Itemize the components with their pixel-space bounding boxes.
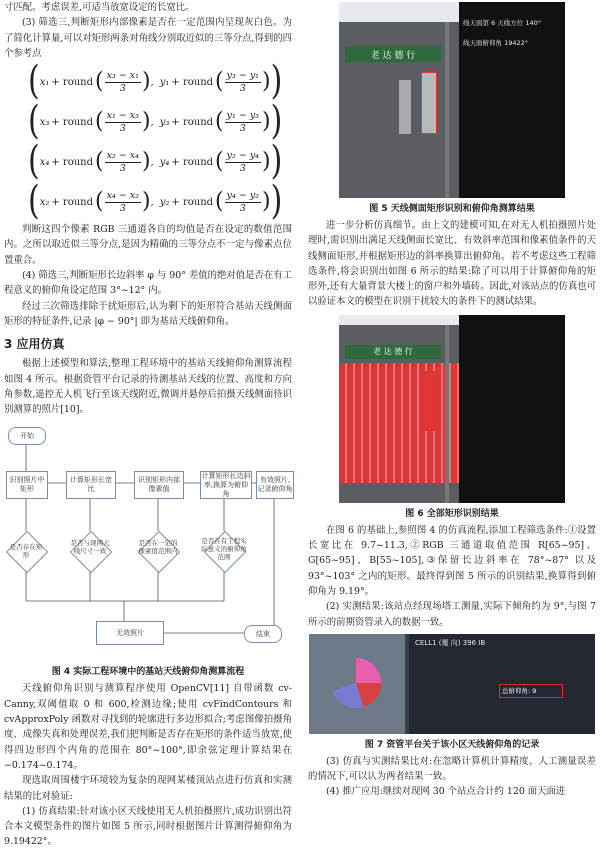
sign-text: 老 达 德 行	[373, 347, 413, 357]
paragraph: 在图 6 的基础上,参照图 4 的仿真流程,添加工程筛选条件:①设置长宽比在 9.7~11.3,②RGB 三通道取值范围 R[65~95]、G[65~95]、B[55~105],③保留长边斜率在 78°~87° 以及 93°~103° 之内的矩形。最终得到图 5 所示的识别结果,换算得到俯仰角为 9.19°。	[308, 524, 596, 597]
operator: + round	[51, 156, 94, 168]
angle-field: 总俯仰角: 9	[499, 684, 563, 698]
flow-start: 开始	[8, 427, 46, 445]
fraction	[105, 190, 141, 215]
fraction	[105, 110, 141, 135]
flow-step-pixels: 识别矩形内部像素值	[134, 471, 184, 499]
comma: ,	[150, 156, 154, 168]
paren: )	[141, 69, 151, 95]
flow-decision-pixel: 是否在一定的像素值范围内	[138, 539, 178, 556]
flow-invalid: 无效照片	[96, 621, 164, 645]
paren: (	[95, 109, 104, 135]
flow-decision-angle: 是否在有工程实际意义的俯仰角范围	[201, 537, 247, 562]
comma: ,	[150, 76, 154, 88]
flow-step-identify: 识别照片中矩形	[6, 471, 48, 499]
left-column	[4, 0, 292, 850]
paren: (	[215, 149, 224, 175]
paragraph: 天线俯仰角识别与测算程序使用 OpenCV[11] 自带函数 cv-Canny,双阈值取 0 和 600,检测边缘;使用 cvFindContours 和 cvApproxPoly 函数对寻找到的轮廓进行多边形拟合;考虑图像拍摄角度、成像失真和处理误差,我们把判断是否存在矩形的条件适当放宽,使得四边形四个内角的范围在 80°~100°,即余弦定理计算结果在 −0.174~0.174。	[4, 683, 292, 771]
flow-decision-rect: 是否存在矩形	[9, 543, 43, 560]
operator: + round	[51, 196, 94, 208]
paren: (	[95, 69, 104, 95]
term: y₄	[159, 156, 170, 168]
denominator: 3	[119, 122, 126, 134]
term: x₃	[39, 116, 50, 128]
panel-header: CELL1 (覆 向) 396 IB	[415, 638, 486, 647]
figure-7-screenshot	[309, 634, 595, 734]
paren: )	[141, 189, 151, 215]
paragraph: (4) 筛选三,判断矩形长边斜率 φ 与 90° 差值的绝对值是否在有工程意义的俯仰角设定范围 3°~12° 内。	[4, 270, 292, 297]
term: y₂	[159, 196, 170, 208]
fraction	[105, 70, 141, 95]
paren: )	[262, 109, 271, 135]
paragraph: (3) 筛选三,判断矩形内部像素是否在一定范围内呈现灰白色。为了简化计算量,可以对矩形两条对角线分别取近似的三等分点,得到的四个参考点	[4, 17, 292, 59]
paren: (	[215, 69, 224, 95]
denominator: 3	[239, 162, 246, 174]
paren: )	[270, 178, 283, 225]
overlay-text: 线天面俯仰角 19422°	[463, 39, 528, 47]
antenna-panel	[399, 80, 411, 134]
paragraph: 判断这四个像素 RGB 三通道各自的均值是否在设定的数值范围内。之所以取近似三等分点,是因为精确的三等分点不一定与像素点位置重合。	[4, 224, 292, 266]
term: y₃	[159, 116, 170, 128]
paren: (	[28, 178, 40, 225]
paren: (	[215, 189, 224, 215]
paren: )	[270, 58, 283, 105]
operator: + round	[51, 76, 94, 88]
flowchart	[4, 421, 292, 661]
figure-caption: 图 4 实际工程环境中的基站天线俯仰角测算流程	[51, 667, 245, 678]
denominator: 3	[119, 202, 126, 214]
figure-6-photo	[339, 315, 565, 503]
formula-row	[28, 98, 292, 145]
numerator: x₁ − x₃	[106, 109, 139, 121]
overlay-text: 线天面第 6 天线方位 140°	[463, 19, 541, 27]
term: y₁	[159, 76, 170, 88]
paren: (	[95, 189, 104, 215]
operator: + round	[171, 156, 214, 168]
paragraph: (4) 推广应用:继续对现网 30 个站点合计约 120 面天面进	[326, 786, 566, 798]
black-panel	[459, 315, 565, 503]
fraction	[225, 110, 261, 135]
antenna-panel	[421, 371, 435, 431]
paren: )	[270, 138, 283, 185]
denominator: 3	[239, 82, 246, 94]
fraction	[225, 70, 261, 95]
detected-rectangles	[339, 363, 459, 483]
numerator: y₁ − y₃	[226, 109, 259, 121]
flow-end: 结束	[244, 625, 282, 643]
operator: + round	[171, 116, 214, 128]
operator: + round	[51, 116, 94, 128]
paragraph: 现选取周围楼宇环境较为复杂的现网某楼顶站点进行仿真和实测结果的比对验证:	[4, 775, 292, 802]
paren: (	[28, 98, 40, 145]
numerator: y₃ − y₁	[226, 69, 259, 81]
coverage-sector	[331, 658, 381, 708]
flow-step-slope: 计算矩形长边斜率,换算为俯仰角	[201, 471, 251, 498]
sign-board	[345, 345, 441, 359]
formula-row	[28, 178, 292, 225]
numerator: y₄ − y₂	[226, 189, 259, 201]
denominator: 3	[239, 202, 246, 214]
comma: ,	[150, 196, 154, 208]
paragraph: (2) 实测结果:该站点经现场塔工测量,实际下倾角约为 9°,与图 7 所示的前期资管录入的数据一致。	[308, 601, 596, 628]
term: x₄	[39, 156, 50, 168]
paragraph: 寸匹配。考虑误差,可适当放宽设定的长宽比。	[4, 2, 195, 13]
antenna-mast	[445, 22, 449, 198]
paren: (	[95, 149, 104, 175]
paragraph: 进一步分析仿真细节。由上文的建模可知,在对无人机拍摄照片处理时,需识别出满足天线侧面长宽比、有效斜率范围和像素值条件的天线侧面矩形,并根据矩形边的斜率换算出俯仰角。若不考虑这些工程筛选条件,将会识别出如图 6 所示的结果:除了可以用于计算俯仰角的矩形外,还有大量背景大楼上的窗户和外墙砖。因此,对该站点的仿真也可以验证本文的模型在识别干扰较大的条件下的测试结果。	[308, 220, 596, 308]
formula-row	[28, 58, 292, 105]
denominator: 3	[119, 82, 126, 94]
fraction	[105, 150, 141, 175]
denominator: 3	[119, 162, 126, 174]
numerator: x₄ − x₂	[106, 189, 139, 201]
black-panel	[459, 2, 565, 198]
section-heading: 3 应用仿真	[4, 337, 65, 352]
term: x₁	[39, 76, 50, 88]
formula-row	[28, 138, 292, 185]
paren: (	[215, 109, 224, 135]
paren: )	[270, 98, 283, 145]
term: x₂	[39, 196, 50, 208]
paren: )	[262, 149, 271, 175]
paragraph: 经过三次筛选排除干扰矩形后,认为剩下的矩形符合基站天线侧面矩形的特征条件,记录 |φ − 90°| 即为基站天线俯仰角。	[4, 300, 292, 327]
figure-caption: 图 6 全部矩形识别结果	[405, 508, 499, 519]
antenna-panel	[421, 72, 437, 134]
paren: (	[28, 58, 40, 105]
paren: )	[262, 69, 271, 95]
numerator: y₂ − y₄	[226, 149, 259, 161]
paren: )	[262, 189, 271, 215]
denominator: 3	[239, 122, 246, 134]
figure-caption: 图 7 资管平台关于该小区天线俯仰角的记录	[364, 739, 540, 750]
paren: (	[28, 138, 40, 185]
fraction	[225, 150, 261, 175]
right-column	[308, 0, 596, 800]
figure-caption: 图 5 天线侧面矩形识别和俯仰角测算结果	[369, 204, 535, 214]
paragraph: 根据上述模型和算法,整理工程环境中的基站天线俯仰角测算流程如图 4 所示。根据资管平台记录的待测基站天线的位置、高度和方向角参数,遥控无人机飞行至该天线附近,微调并悬停后拍摄天线侧面待识别测算的照片[10]。	[4, 358, 292, 416]
paren: )	[141, 109, 151, 135]
numerator: x₂ − x₄	[106, 149, 139, 161]
figure-5-photo	[339, 2, 565, 198]
numerator: x₃ − x₁	[106, 69, 139, 81]
operator: + round	[171, 76, 214, 88]
sign-board	[345, 46, 441, 62]
paragraph: (1) 仿真结果:针对该小区天线使用无人机拍摄照片,成功识别出符合本文模型条件的图片如图 5 所示,同时根据图片计算测得俯仰角为 9.19422°。	[4, 805, 292, 848]
operator: + round	[171, 196, 214, 208]
comma: ,	[150, 116, 154, 128]
paragraph: (3) 仿真与实测结果比对:在忽略计算机计算精度、人工测量误差的情况下,可以认为两者结果一致。	[308, 755, 596, 783]
antenna-mast	[445, 325, 449, 503]
sign-text: 老 达 德 行	[370, 50, 416, 61]
flow-decision-size: 是否与现网天线尺寸一致	[70, 539, 110, 556]
paren: )	[141, 149, 151, 175]
fraction	[225, 190, 261, 215]
flow-step-ratio: 计算矩形长宽比	[66, 471, 116, 499]
flow-step-valid: 有效照片,记录俯仰角	[256, 471, 294, 499]
formula-block	[4, 58, 292, 225]
